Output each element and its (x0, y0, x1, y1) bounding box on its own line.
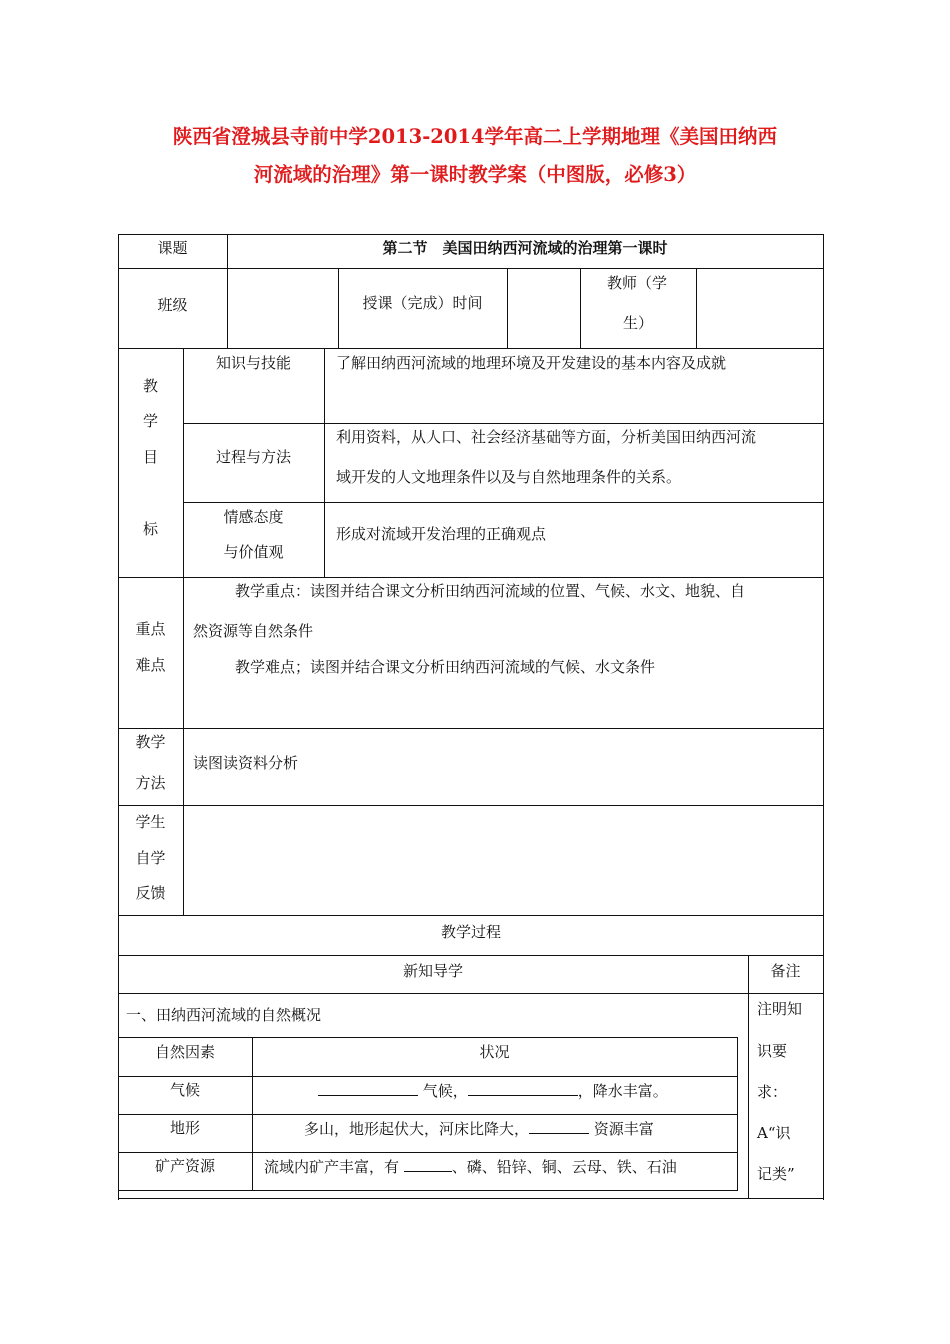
teacher-label-line-2: 生） (623, 314, 654, 332)
process-text-line-1: 利用资料，从人口、社会经济基础等方面，分析美国田纳西河流 (336, 428, 757, 446)
key-points-label-line-1: 重点 (135, 620, 166, 638)
fill-in-blank[interactable] (468, 1080, 578, 1096)
method-label-line-2: 方法 (135, 774, 166, 792)
teacher-label-line-1: 教师（学 (607, 274, 668, 292)
objectives-label-char: 目 (142, 448, 158, 466)
process-title: 教学过程 (440, 923, 501, 941)
key-point-text: 教学重点：读图并结合课文分析田纳西河流域的位置、气候、水文、地貌、自 (235, 582, 746, 600)
topic-label: 课题 (157, 239, 188, 257)
objectives-label-char: 学 (142, 412, 158, 430)
notes-line: 识要 (757, 1042, 788, 1060)
document-title (0, 118, 950, 194)
emotion-text: 形成对流域开发治理的正确观点 (336, 525, 547, 543)
notes-line: 记类” (757, 1165, 795, 1183)
title-line-1: 陕西省澄城县寺前中学2013-2014学年高二上学期地理《美国田纳西 (172, 125, 778, 148)
factor-name: 地形 (169, 1119, 200, 1137)
knowledge-label: 知识与技能 (215, 354, 291, 372)
process-label: 过程与方法 (215, 448, 291, 466)
objectives-label-char: 教 (142, 377, 158, 395)
factor-status-climate: 气候， ，降水丰富。 (318, 1080, 668, 1101)
factors-header-status: 状况 (479, 1043, 510, 1061)
factor-name: 气候 (169, 1081, 200, 1099)
key-point-text-continued: 然资源等自然条件 (193, 622, 314, 640)
factors-header-factor: 自然因素 (154, 1043, 215, 1061)
title-line-2: 河流域的治理》第一课时教学案（中图版，必修3） (253, 163, 697, 186)
factor-name: 矿产资源 (154, 1157, 215, 1175)
fill-in-blank[interactable] (318, 1080, 418, 1096)
feedback-label-line-2: 自学 (135, 849, 166, 867)
method-label-line-1: 教学 (135, 733, 166, 751)
notes-line: 注明知 (757, 1000, 803, 1018)
notes-label: 备注 (770, 962, 801, 980)
feedback-label-line-3: 反馈 (135, 884, 166, 902)
emotion-label-line-2: 与价值观 (223, 543, 284, 561)
topic-value: 第二节 美国田纳西河流域的治理第一课时 (382, 239, 668, 257)
objectives-label-char: 标 (142, 520, 158, 538)
emotion-label-line-1: 情感态度 (223, 508, 284, 526)
time-label: 授课（完成）时间 (362, 294, 483, 312)
difficulty-text: 教学难点；读图并结合课文分析田纳西河流域的气候、水文条件 (235, 658, 656, 676)
process-text-line-2: 域开发的人文地理条件以及与自然地理条件的关系。 (336, 468, 682, 486)
key-points-label-line-2: 难点 (135, 656, 166, 674)
feedback-label-line-1: 学生 (135, 813, 166, 831)
notes-line: A“识 (757, 1124, 791, 1142)
class-label: 班级 (157, 296, 188, 314)
fill-in-blank[interactable] (529, 1118, 589, 1134)
factor-status-terrain: 多山，地形起伏大，河床比降大， 资源丰富 (304, 1120, 654, 1138)
fill-in-blank[interactable] (404, 1156, 452, 1172)
section-heading: 一、田纳西河流域的自然概况 (126, 1006, 322, 1024)
factor-status-minerals: 流域内矿产丰富，有 、磷、铅锌、铜、云母、铁、石油 (264, 1158, 677, 1176)
method-text: 读图读资料分析 (193, 754, 299, 772)
knowledge-text: 了解田纳西河流域的地理环境及开发建设的基本内容及成就 (336, 354, 727, 372)
guide-label: 新知导学 (402, 962, 463, 980)
notes-line: 求： (757, 1083, 788, 1101)
